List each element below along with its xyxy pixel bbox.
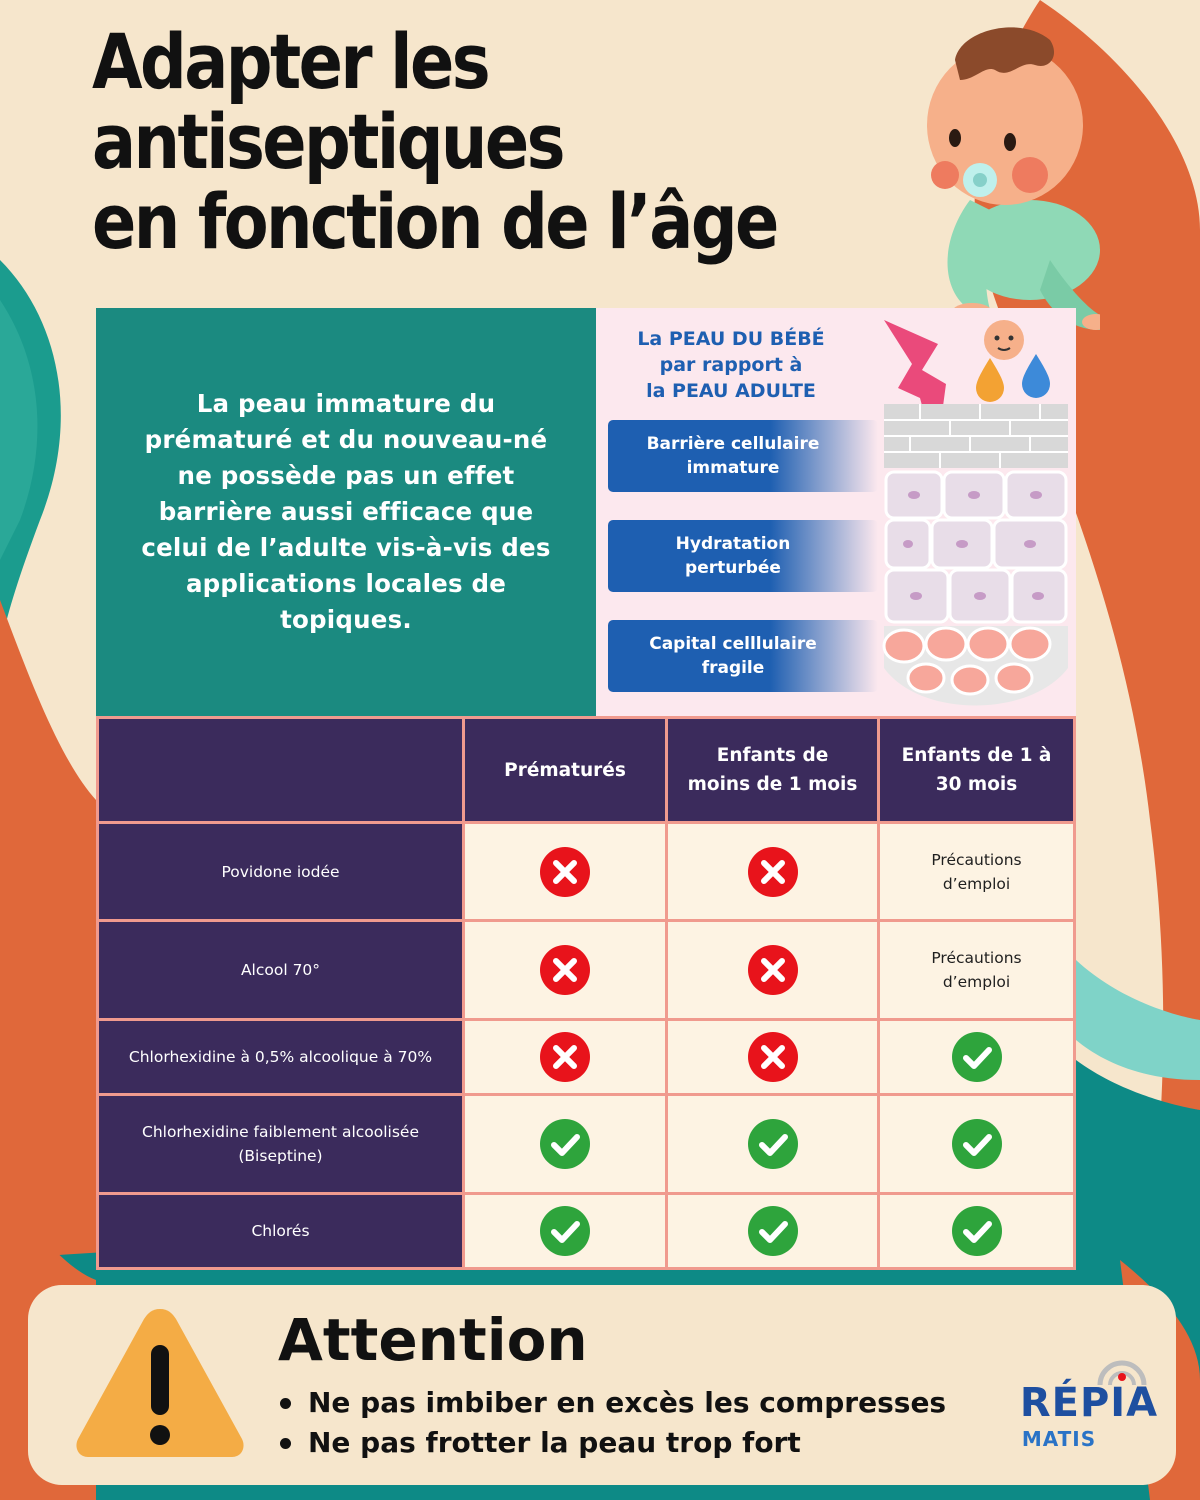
skin-title-line-2: par rapport à xyxy=(659,354,803,376)
skin-item-capital xyxy=(608,620,878,692)
table-cell xyxy=(880,922,1073,1018)
table-header-premature xyxy=(465,719,665,821)
header-label: Enfants de moins de 1 mois xyxy=(687,745,858,795)
table-cell xyxy=(668,1021,877,1093)
check-icon xyxy=(951,1031,1003,1083)
cross-icon xyxy=(539,944,591,996)
check-icon xyxy=(951,1118,1003,1170)
skin-item-label: Barrière cellulaire immature xyxy=(646,434,820,478)
skin-item-barrier xyxy=(608,420,878,492)
baby-face-icon xyxy=(984,320,1024,360)
header-label: Enfants de 1 à 30 mois xyxy=(901,745,1052,795)
table-header-1-to-30-months xyxy=(880,719,1073,821)
skin-layers-illustration xyxy=(880,308,1076,716)
drop-icon-blue xyxy=(1022,354,1050,398)
table-cell xyxy=(668,1096,877,1192)
intro-panel xyxy=(96,308,596,716)
title-line-2: antiseptiques xyxy=(92,97,563,186)
precautions-text: Précautions d’emploi xyxy=(931,949,1022,991)
attention-item: Ne pas frotter la peau trop fort xyxy=(278,1423,946,1463)
cross-icon xyxy=(539,846,591,898)
drop-icon-orange xyxy=(976,358,1004,402)
table-cell xyxy=(465,1195,665,1267)
title-line-3: en fonction de l’âge xyxy=(92,177,777,266)
table-row-label: Alcool 70° xyxy=(99,922,462,1018)
table-cell xyxy=(465,824,665,919)
table-cell xyxy=(465,1096,665,1192)
table-row-label: Povidone iodée xyxy=(99,824,462,919)
logo-main-text: RÉPIA xyxy=(1019,1380,1159,1426)
table-header-under-1-month xyxy=(668,719,877,821)
page-title xyxy=(92,17,777,266)
skin-item-label: Capital celllulaire fragile xyxy=(649,634,817,678)
table-cell xyxy=(880,1096,1073,1192)
cross-icon xyxy=(747,1031,799,1083)
table-cell xyxy=(880,824,1073,919)
check-icon xyxy=(539,1118,591,1170)
attention-box xyxy=(28,1285,1176,1485)
check-icon xyxy=(951,1205,1003,1257)
check-icon xyxy=(747,1205,799,1257)
table-row-label: Chlorhexidine à 0,5% alcoolique à 70% xyxy=(99,1021,462,1093)
antiseptic-table xyxy=(96,716,1076,1270)
table-cell xyxy=(880,1195,1073,1267)
table-cell xyxy=(465,922,665,1018)
table-header-empty xyxy=(99,719,462,821)
table-row-label xyxy=(99,1096,462,1192)
skin-panel-title xyxy=(606,326,856,404)
table-cell xyxy=(668,1195,877,1267)
skin-comparison-panel xyxy=(596,308,1076,716)
logo-sub-text: MATIS xyxy=(1021,1427,1097,1451)
precautions-text: Précautions d’emploi xyxy=(931,850,1022,893)
title-line-1: Adapter les xyxy=(92,17,489,106)
repia-logo xyxy=(1004,1355,1174,1467)
intro-text: La peau immature du prématuré et du nouveau-né ne possède pas un effet barrière aussi efficace que celui de l’adulte vis-à-vis des applications locales de topiques. xyxy=(141,389,551,634)
cross-icon xyxy=(747,944,799,996)
table-cell xyxy=(668,824,877,919)
check-icon xyxy=(539,1205,591,1257)
cross-icon xyxy=(747,846,799,898)
cross-icon xyxy=(539,1031,591,1083)
row-label-text: Chlorhexidine faiblement alcoolisée (Biseptine) xyxy=(142,1123,419,1165)
attention-list xyxy=(278,1383,946,1463)
skin-item-label: Hydratation perturbée xyxy=(675,534,791,578)
crawling-baby-illustration xyxy=(900,10,1100,340)
attention-title: Attention xyxy=(278,1306,588,1374)
skin-title-line-1: La PEAU DU BÉBÉ xyxy=(637,328,825,350)
table-cell xyxy=(465,1021,665,1093)
table-cell xyxy=(880,1021,1073,1093)
skin-item-hydration xyxy=(608,520,878,592)
warning-icon xyxy=(72,1301,248,1461)
check-icon xyxy=(747,1118,799,1170)
skin-title-line-3: la PEAU ADULTE xyxy=(646,380,816,402)
table-cell xyxy=(668,922,877,1018)
header-label: Prématurés xyxy=(504,759,626,781)
attention-item: Ne pas imbiber en excès les compresses xyxy=(278,1383,946,1423)
table-row-label: Chlorés xyxy=(99,1195,462,1267)
